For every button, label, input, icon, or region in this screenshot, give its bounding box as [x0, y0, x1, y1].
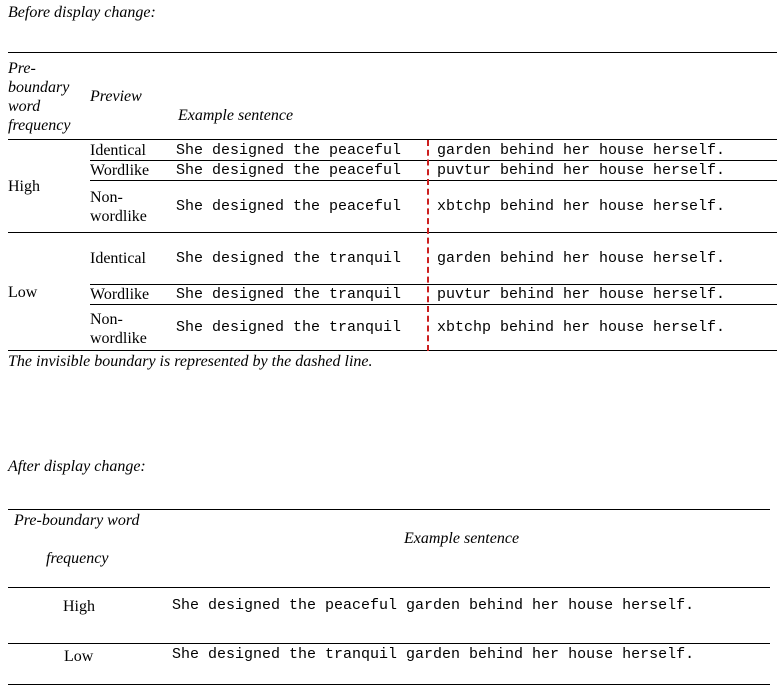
preview-label: Non- wordlike — [90, 189, 147, 225]
header-rule — [8, 139, 777, 140]
top-rule — [8, 509, 770, 510]
bottom-rule — [8, 684, 770, 685]
row-rule — [90, 284, 777, 285]
preview-label: Identical — [90, 142, 146, 159]
freq-high-label: High — [8, 178, 40, 195]
sentence-pre: She designed the tranquil — [176, 250, 402, 267]
sentence-post: xbtchp behind her house herself. — [437, 319, 726, 336]
freq-high-label: High — [63, 598, 95, 615]
header-rule — [8, 587, 770, 588]
sentence: She designed the peaceful garden behind her house herself. — [172, 597, 695, 614]
before-caption: Before display change: — [8, 4, 156, 21]
freq-low-label: Low — [64, 648, 94, 665]
header-example: Example sentence — [404, 530, 520, 547]
sentence-pre: She designed the tranquil — [176, 319, 402, 336]
sentence-pre: She designed the peaceful — [176, 198, 402, 215]
header-freq-line1: Pre-boundary word — [14, 512, 140, 529]
preview-label: Wordlike — [90, 286, 150, 303]
boundary-dashed-line — [427, 140, 429, 351]
sentence-post: puvtur behind her house herself. — [437, 162, 726, 179]
row-rule — [90, 304, 777, 305]
sentence-post: puvtur behind her house herself. — [437, 286, 726, 303]
boundary-note: The invisible boundary is represented by the dashed line. — [8, 353, 373, 370]
header-freq-line2: frequency — [46, 550, 109, 567]
header-preview: Preview — [90, 88, 142, 105]
sentence-pre: She designed the tranquil — [176, 286, 402, 303]
sentence-post: garden behind her house herself. — [437, 142, 726, 159]
row-rule — [8, 643, 770, 644]
group-rule — [8, 232, 777, 233]
preview-label: Identical — [90, 250, 146, 267]
after-caption: After display change: — [8, 458, 146, 475]
header-freq: Pre- boundary word frequency — [8, 60, 71, 134]
preview-label: Non- wordlike — [90, 311, 147, 347]
sentence-pre: She designed the peaceful — [176, 142, 402, 159]
freq-low-label: Low — [8, 284, 38, 301]
bottom-rule — [8, 350, 777, 351]
row-rule — [90, 180, 777, 181]
top-rule — [8, 52, 777, 53]
sentence: She designed the tranquil garden behind her house herself. — [172, 646, 695, 663]
preview-label: Wordlike — [90, 162, 150, 179]
sentence-post: garden behind her house herself. — [437, 250, 726, 267]
row-rule — [90, 160, 777, 161]
sentence-pre: She designed the peaceful — [176, 162, 402, 179]
sentence-post: xbtchp behind her house herself. — [437, 198, 726, 215]
header-example: Example sentence — [178, 107, 294, 124]
